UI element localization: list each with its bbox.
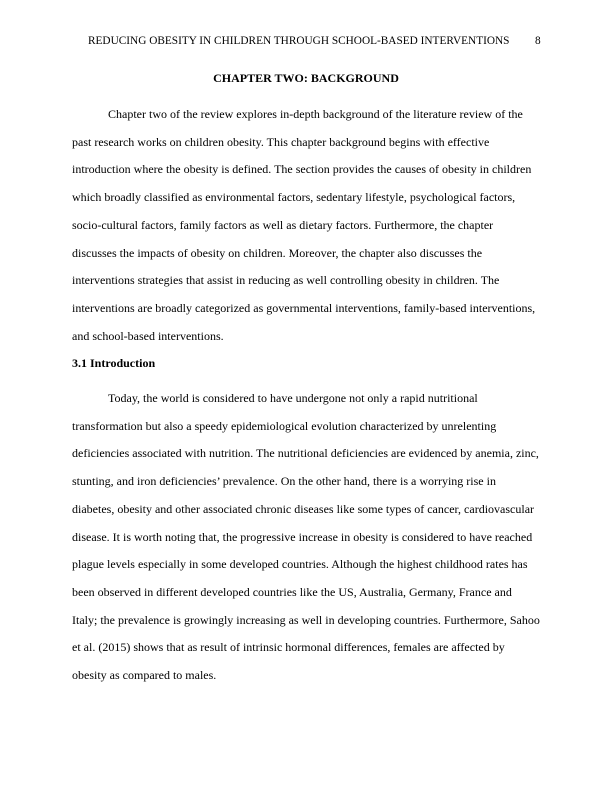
text-line: which broadly classified as environmental factors, sedentary lifestyle, psychological factors, [72, 190, 516, 205]
text-line: socio-cultural factors, family factors as well as dietary factors. Furthermore, the chapter [72, 217, 494, 232]
text-line: interventions are broadly categorized as governmental interventions, family-based interventions, [72, 300, 536, 315]
text-line: discusses the impacts of obesity on children. Moreover, the chapter also discusses the [72, 245, 483, 260]
text-line: past research works on children obesity. This chapter background begins with effective [72, 134, 490, 149]
text-line: Italy; the prevalence is growingly increasing as well in developing countries. Furthermore, Sahoo [72, 612, 540, 627]
running-head: REDUCING OBESITY IN CHILDREN THROUGH SCHOOL-BASED INTERVENTIONS [88, 35, 510, 47]
text-line: deficiencies associated with nutrition. The nutritional deficiencies are evidenced by anemia, zinc, [72, 446, 539, 461]
text-line: Chapter two of the review explores in-depth background of the literature review of the [108, 107, 523, 121]
text-line: Today, the world is considered to have undergone not only a rapid nutritional [108, 391, 478, 405]
text-line: interventions strategies that assist in reducing as well controlling obesity in children. The [72, 273, 500, 288]
text-line: transformation but also a speedy epidemiological evolution characterized by unrelenting [72, 418, 497, 433]
text-line: obesity as compared to males. [72, 668, 217, 682]
text-line: and school-based interventions. [72, 328, 224, 343]
text-line: been observed in different developed countries like the US, Australia, Germany, France and [72, 584, 512, 599]
chapter-title: CHAPTER TWO: BACKGROUND [213, 71, 399, 85]
section-heading: 3.1 Introduction [72, 356, 156, 370]
text-line: disease. It is worth noting that, the progressive increase in obesity is considered to have reached [72, 529, 533, 544]
text-line: et al. (2015) shows that as result of intrinsic hormonal differences, females are affected by [72, 640, 505, 655]
text-line: stunting, and iron deficiencies’ prevalence. On the other hand, there is a worrying rise in [72, 474, 496, 489]
text-line: introduction where the obesity is defined. The section provides the causes of obesity in children [72, 162, 532, 177]
text-line: diabetes, obesity and other associated chronic diseases like some types of cancer, cardiovascular [72, 501, 535, 516]
text-line: plague levels especially in some developed countries. Although the highest childhood rates has [72, 557, 528, 572]
page-number: 8 [535, 35, 541, 47]
